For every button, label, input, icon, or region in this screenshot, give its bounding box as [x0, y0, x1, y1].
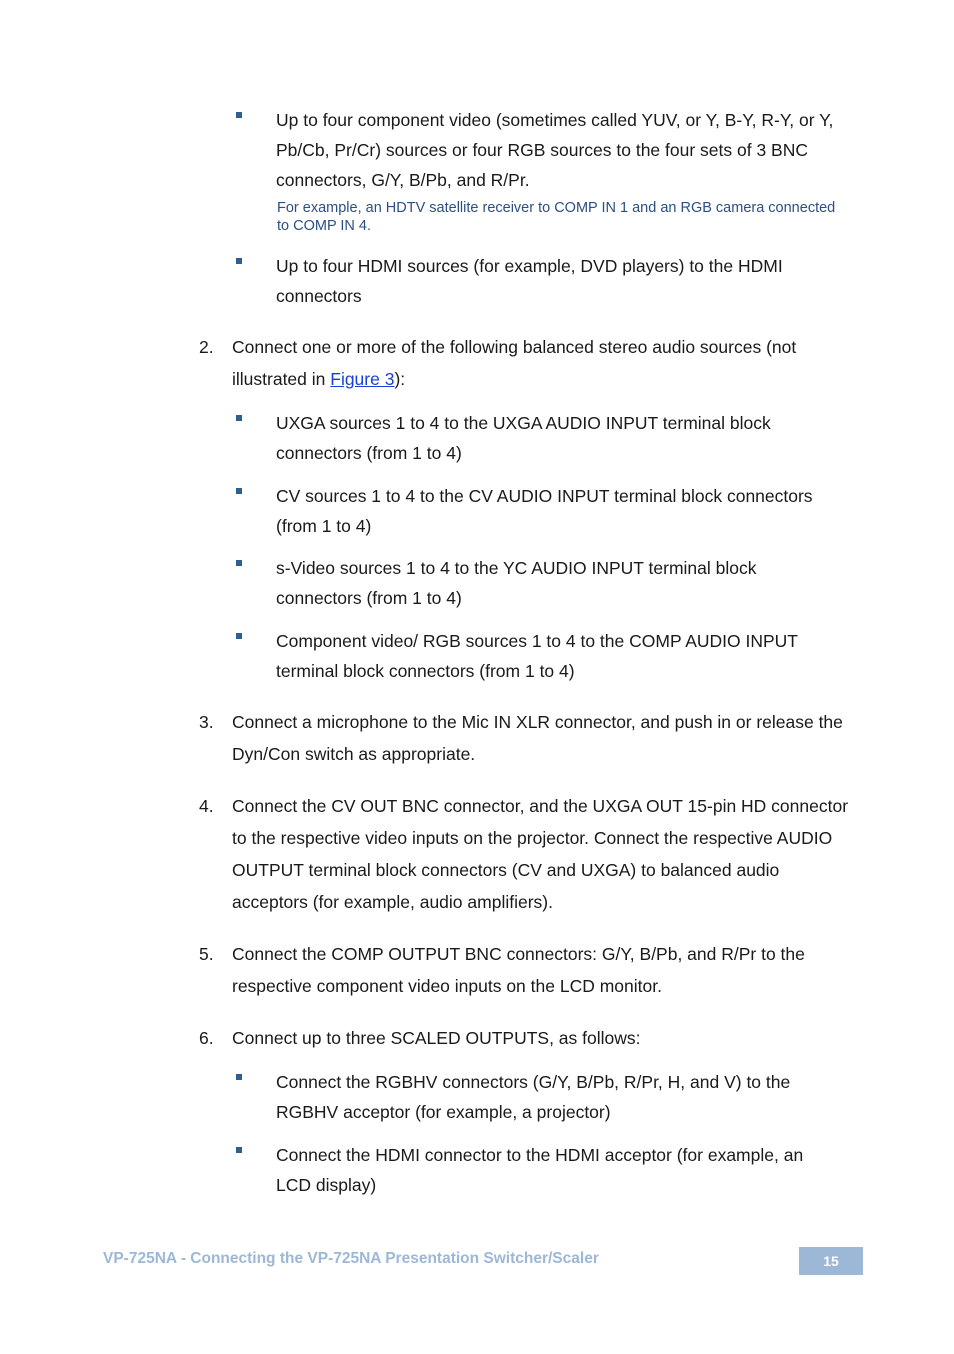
- bullet-item: [236, 481, 836, 541]
- bullet-text: Component video/ RGB sources 1 to 4 to the COMP AUDIO INPUT terminal block connectors (from 1 to 4): [276, 631, 798, 681]
- step-text-part: Connect one or more of the following balanced stereo audio sources (not illustrated in: [232, 337, 797, 389]
- bullet-text: UXGA sources 1 to 4 to the UXGA AUDIO INPUT terminal block connectors (from 1 to 4): [276, 413, 771, 463]
- step-2: [199, 331, 849, 395]
- bullet-square-icon: [236, 258, 242, 264]
- step-5: [199, 938, 849, 1002]
- bullet-item: [236, 553, 836, 613]
- step-text-part: ):: [394, 369, 406, 389]
- step-text: Connect a microphone to the Mic IN XLR connector, and push in or release the Dyn/Con switch as appropriate.: [232, 712, 843, 764]
- bullet-text: Up to four HDMI sources (for example, DVD players) to the HDMI connectors: [276, 256, 783, 306]
- bullet-text: Up to four component video (sometimes called YUV, or Y, B-Y, R-Y, or Y, Pb/Cb, Pr/Cr) sources or four RGB sources to the four sets of 3 BNC connectors, G/Y, B/Pb, and R/Pr.: [276, 110, 834, 190]
- bullet-item: [236, 1067, 836, 1127]
- bullet-square-icon: [236, 560, 242, 566]
- bullet-square-icon: [236, 488, 242, 494]
- bullet-square-icon: [236, 1147, 242, 1153]
- bullet-square-icon: [236, 1074, 242, 1080]
- bullet-text: Connect the RGBHV connectors (G/Y, B/Pb, R/Pr, H, and V) to the RGBHV acceptor (for example, a projector): [276, 1072, 791, 1122]
- bullet-item: [236, 251, 836, 311]
- step-number: 4.: [199, 796, 214, 816]
- bullet-square-icon: [236, 112, 242, 118]
- step-text: Connect the COMP OUTPUT BNC connectors: G/Y, B/Pb, and R/Pr to the respective component video inputs on the LCD monitor.: [232, 944, 805, 996]
- step-number: 6.: [199, 1028, 214, 1048]
- bullet-item: [236, 408, 836, 468]
- step-text: Connect the CV OUT BNC connector, and the UXGA OUT 15-pin HD connector to the respective video inputs on the projector. Connect the respective AUDIO OUTPUT terminal block connectors (CV and UXGA) to balanced audio acceptors (for example, audio amplifiers).: [232, 796, 849, 912]
- step-number: 5.: [199, 944, 214, 964]
- step-number: 2.: [199, 337, 214, 357]
- footer-title: VP-725NA - Connecting the VP-725NA Presentation Switcher/Scaler: [103, 1250, 599, 1267]
- bullet-text: CV sources 1 to 4 to the CV AUDIO INPUT terminal block connectors (from 1 to 4): [276, 486, 813, 536]
- step-3: [199, 706, 849, 770]
- bullet-text: s-Video sources 1 to 4 to the YC AUDIO INPUT terminal block connectors (from 1 to 4): [276, 558, 757, 608]
- bullet-square-icon: [236, 415, 242, 421]
- step-text: Connect up to three SCALED OUTPUTS, as follows:: [232, 1028, 641, 1048]
- page-number: 15: [799, 1247, 863, 1275]
- step-4: [199, 790, 849, 918]
- step-text: [232, 331, 849, 395]
- example-note: For example, an HDTV satellite receiver to COMP IN 1 and an RGB camera connected to COMP IN 4.: [277, 200, 836, 234]
- figure-link[interactable]: Figure 3: [330, 369, 395, 389]
- step-6: [199, 1022, 849, 1054]
- bullet-item: [236, 1140, 836, 1200]
- bullet-item: [236, 105, 836, 195]
- bullet-item: [236, 626, 836, 686]
- bullet-square-icon: [236, 633, 242, 639]
- bullet-text: Connect the HDMI connector to the HDMI acceptor (for example, an LCD display): [276, 1145, 804, 1195]
- step-number: 3.: [199, 712, 214, 732]
